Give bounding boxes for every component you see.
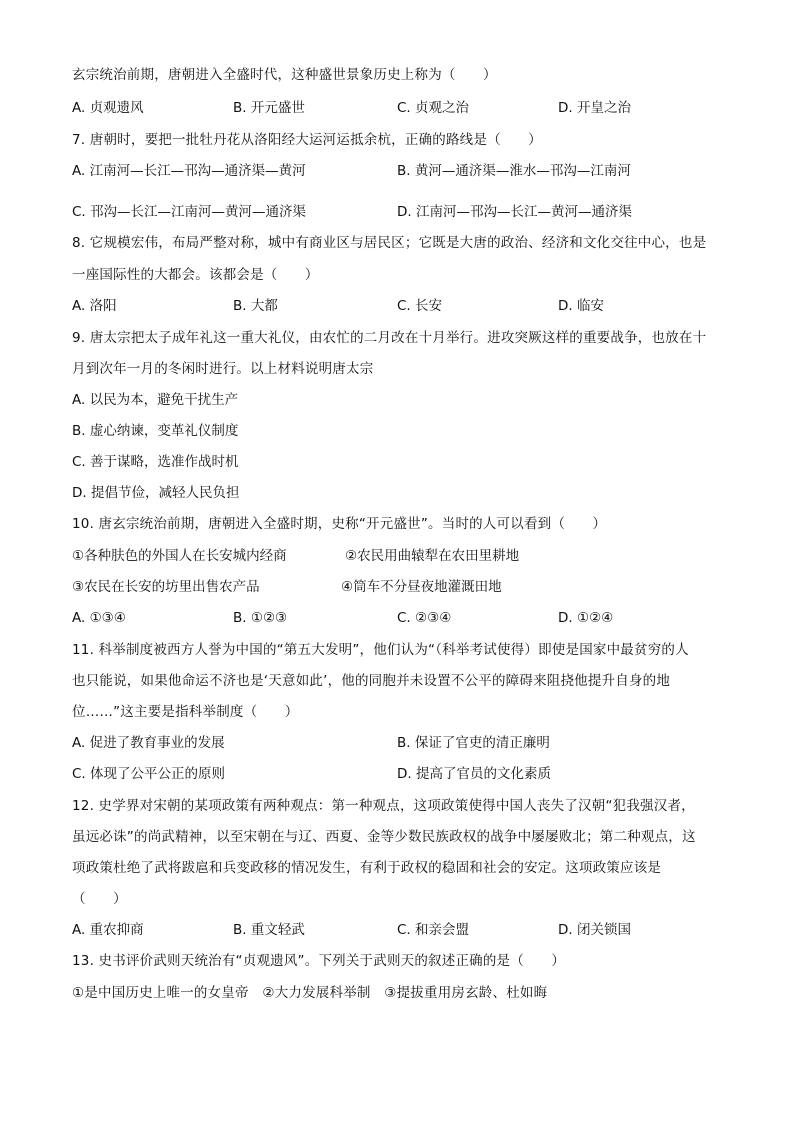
question-13-items: ①是中国历史上唯一的女皇帝 ②大力发展科举制 ③提拔重用房玄龄、杜如晦 [72, 985, 548, 1001]
question-11-option-c: C. 体现了公平公正的原则 [72, 766, 226, 782]
question-9-stem-line-2: 月到次年一月的冬闲时进行。以上材料说明唐太宗 [72, 361, 374, 377]
question-9-option-d: D. 提倡节俭，减轻人民负担 [72, 485, 240, 501]
question-10-item-2: ②农民用曲辕犁在农田里耕地 [345, 548, 520, 564]
question-10-option-a: A. ①③④ [72, 610, 126, 626]
question-11-option-d: D. 提高了官员的文化素质 [397, 766, 551, 782]
question-10-item-1: ①各种肤色的外国人在长安城内经商 [72, 548, 287, 564]
question-12-stem-line-1: 12. 史学界对宋朝的某项政策有两种观点：第一种观点，这项政策使得中国人丧失了汉朝“犯我强汉者， [72, 798, 695, 814]
question-6-stem: 玄宗统治前期，唐朝进入全盛时代，这种盛世景象历史上称为（ ） [72, 67, 497, 83]
question-8-option-b: B. 大都 [233, 298, 278, 314]
question-12-stem-line-4: （ ） [72, 891, 127, 907]
question-9-option-a: A. 以民为本，避免干扰生产 [72, 392, 239, 408]
question-10-option-b: B. ①②③ [233, 610, 288, 626]
question-11-option-a: A. 促进了教育事业的发展 [72, 735, 225, 751]
question-11-stem-line-1: 11. 科举制度被西方人誉为中国的“第五大发明”，他们认为“（科举考试使得）即使是国家中最贫穷的人 [72, 642, 689, 658]
question-12-option-b: B. 重文轻武 [233, 922, 305, 938]
question-7-option-d: D. 江南河—邗沟—长江—黄河—通济渠 [397, 204, 632, 220]
question-10-item-4: ④筒车不分昼夜地灌溉田地 [341, 579, 502, 595]
question-10-item-3: ③农民在长安的坊里出售农产品 [72, 579, 260, 595]
question-8-option-a: A. 洛阳 [72, 298, 117, 314]
question-12-option-a: A. 重农抑商 [72, 922, 144, 938]
question-12-stem-line-3: 项政策杜绝了武将跋扈和兵变政移的情况发生，有利于政权的稳固和社会的安定。这项政策应该是 [72, 860, 662, 876]
question-6-option-a: A. 贞观遗风 [72, 100, 144, 116]
question-12-option-d: D. 闭关锁国 [558, 922, 631, 938]
question-6-option-d: D. 开皇之治 [558, 100, 631, 116]
question-6-option-c: C. 贞观之治 [397, 100, 470, 116]
question-8-option-d: D. 临安 [558, 298, 604, 314]
question-12-option-c: C. 和亲会盟 [397, 922, 470, 938]
question-10-option-d: D. ①②④ [558, 610, 614, 626]
question-12-stem-line-2: 虽远必诛”的尚武精神，以至宋朝在与辽、西夏、金等少数民族政权的战争中屡屡败北；第二种观点，这 [72, 829, 696, 845]
question-11-stem-line-3: 位……”这主要是指科举制度（ ） [72, 704, 299, 720]
question-8-option-c: C. 长安 [397, 298, 443, 314]
question-8-stem-line-2: 一座国际性的大都会。该都会是（ ） [72, 267, 319, 283]
question-8-stem-line-1: 8. 它规模宏伟，布局严整对称，城中有商业区与居民区；它既是大唐的政治、经济和文化交往中心，也是 [72, 235, 707, 251]
question-10-option-c: C. ②③④ [397, 610, 452, 626]
question-7-option-c: C. 邗沟—长江—江南河—黄河—通济渠 [72, 204, 307, 220]
question-13-stem: 13. 史书评价武则天统治有“贞观遗风”。下列关于武则天的叙述正确的是（ ） [72, 953, 566, 969]
question-7-option-a: A. 江南河—长江—邗沟—通济渠—黄河 [72, 163, 306, 179]
question-11-stem-line-2: 也只能说，如果他命运不济也是‘天意如此’，他的同胞并未设置不公平的障碍来阻挠他提升自身的地 [72, 673, 671, 689]
question-7-option-b: B. 黄河—通济渠—淮水—邗沟—江南河 [397, 163, 631, 179]
question-11-option-b: B. 保证了官吏的清正廉明 [397, 735, 550, 751]
question-10-stem: 10. 唐玄宗统治前期，唐朝进入全盛时期，史称“开元盛世”。当时的人可以看到（ ） [72, 516, 607, 532]
question-9-option-c: C. 善于谋略，选准作战时机 [72, 454, 239, 470]
question-9-stem-line-1: 9. 唐太宗把太子成年礼这一重大礼仪，由农忙的二月改在十月举行。进攻突厥这样的重要战争，也放在十 [72, 330, 707, 346]
question-9-option-b: B. 虚心纳谏，变革礼仪制度 [72, 423, 239, 439]
question-7-stem: 7. 唐朝时，要把一批牡丹花从洛阳经大运河运抵余杭，正确的路线是（ ） [72, 132, 542, 148]
question-6-option-b: B. 开元盛世 [233, 100, 305, 116]
